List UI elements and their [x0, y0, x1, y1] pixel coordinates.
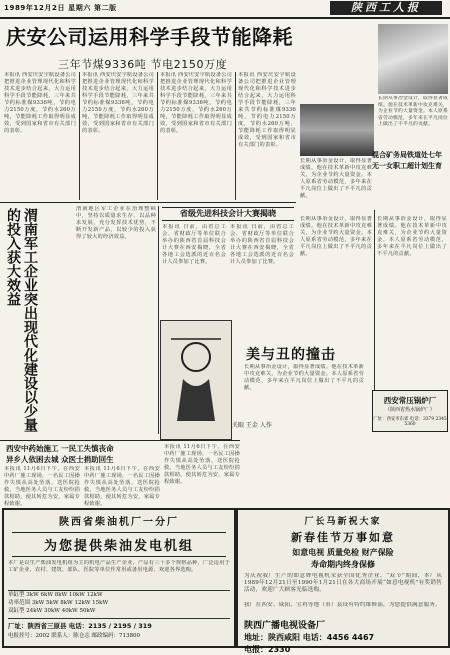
- generator-row-2: 功率范围 3kW 5kW 8kW 12kW 15kW: [8, 600, 109, 606]
- boiler-ad-subtitle: （陕西省热水锅炉厂）: [384, 407, 435, 413]
- masthead-rule: [0, 17, 450, 19]
- masthead-logo: 陕西工人报: [330, 1, 442, 15]
- tv-ad: [236, 508, 450, 654]
- lead-body-col-2: 本报讯 西安庆安宇航设备公司把推进企业管理现代化和科学技术进步结合起来，大力运用科学手段节能降耗，三年来共节约标准煤9336吨，节约电力2150万度，节约水260万吨，节能降耗工作取得明显成效，受到国家和省市有关部门的表彰。: [82, 72, 154, 134]
- lead-body-col-3: 本报讯 西安庆安宇航设备公司把推进企业管理现代化和科学技术进步结合起来，大力运用科学手段节能降耗，三年来共节约标准煤9336吨，节约电力2150万度，节约水260万吨，节能降耗工作取得明显成效，受到国家和省市有关部门的表彰。: [160, 72, 232, 134]
- section-rule: [0, 440, 240, 441]
- photo-strip-body: 长期从事冶金设计，取得显著成绩。他在技术革新中攻克难关，为企业节约大量资金。本人原系省劳动模范，多年来在平凡岗位上做出了不平凡的贡献。: [300, 158, 372, 199]
- column-divider: [158, 206, 159, 434]
- boiler-ad-footer: 厂址：西安市东郊 电话：3379 2345 5360: [373, 417, 447, 427]
- tv-ad-note: 我厂在西安、咸阳、宝鸡等地（市）县设有特约维修部，为您提供满意服务。: [244, 602, 441, 608]
- left-lower-body-1: 本报讯 11月6日下午，在西安中药厂施工现场，一名民工因操作失慎从高处坠落，送医院抢救。当地医务人员与工友纷纷捐款相助，使其转危为安，家属专程致谢。: [4, 466, 80, 506]
- lead-body-col-1: 本报讯 西安庆安宇航设备公司把推进企业管理现代化和科学技术进步结合起来，大力运用科学手段节能降耗，三年来共节约标准煤9336吨，节约电力2150万度，节约水260万吨，节能降耗工作取得明显成效，受到国家和省市有关部门的表彰。: [4, 72, 76, 134]
- generator-ad-table: [8, 590, 230, 615]
- left-lower-headline-1: 西安中药始施工 一民工失慎丧命: [6, 444, 114, 453]
- portrait-photo: [378, 24, 448, 94]
- generator-ad-intro: 本厂是以生产柴油发电机组为主的机电产品生产企业，产品有三十多个规格品种，广泛适用于工矿企业、农村、建筑、部队、医院等单位作常用或备用电源，欢迎各界选购。: [8, 560, 230, 573]
- generator-ad: [2, 508, 236, 648]
- center-feature-body-1: 本报讯 日前，由省总工会、省财政厅等单位联合举办的陕西省首届科技会计大赛在西安揭晓，全省各地工会选派的近百名会计人员参加了比赛。: [162, 224, 226, 265]
- generator-ad-address: 厂址：陕西省三原县 电话：2135 / 2195 / 319: [8, 618, 230, 630]
- generator-ad-footer: 电报挂号：2002 联系人：陈仓志 邮政编码：713800: [8, 633, 140, 639]
- mid-right-body-1: 长期从事冶金设计，取得显著成绩。他在技术革新中攻克难关，为企业节约大量资金。本人原系省劳动模范，多年来在平凡岗位上做出了不平凡的贡献。: [300, 216, 372, 257]
- lead-subhead: 三年节煤9336吨 节电2150万度: [58, 58, 228, 71]
- left-lower-body-3: 本报讯 11月6日下午，在西安中药厂施工现场，一名民工因操作失慎从高处坠落，送医院抢救。当地医务人员与工友纷纷捐款相助，使其转危为安，家属专程致谢。: [164, 444, 240, 485]
- photo-strip-caption: 混合矿务局铁道处七年无一女职工超计划生育: [372, 151, 442, 170]
- tv-ad-body: 为庆祝我厂生产的如意牌电视机荣获全国优秀企业、“双节”期间，本厂从1989年12月21日至1990年1月21日在各大商场开展“如意电视机”有奖销售活动，欢迎广大顾客光临选购。: [244, 573, 442, 593]
- boiler-ad: [372, 390, 448, 432]
- column-divider: [374, 210, 375, 390]
- boiler-ad-title: 西安常压锅炉厂: [383, 396, 437, 405]
- cartoon-illustration: [160, 320, 232, 440]
- generator-ad-headline: 为您提供柴油发电机组: [12, 532, 226, 557]
- center-feature-headline: 省级先进科技会计大赛揭晓: [162, 207, 294, 221]
- cartoon-title: 美与丑的撞击: [246, 347, 336, 363]
- left-feature-headline: 渭南军工企业突出现代化建设以少量的投入获大效益: [5, 208, 38, 432]
- generator-row-1: 单缸型 3kW 6kW 8kW 10kW 12kW: [8, 592, 103, 598]
- left-feature-body: 渭南地区军工企业在治理整顿中，坚持以质量求生存、以品种求发展，充分发挥技术优势，不断开发新产品，以较少的投入获得了较大的经济效益。: [76, 206, 156, 240]
- tv-ad-line-1: 如意电视 质量免检 财产保险: [292, 548, 394, 557]
- column-divider: [79, 72, 80, 200]
- tv-ad-line-2: 寿命期内终身保修: [311, 560, 375, 569]
- center-feature-body-2: 本报讯 日前，由省总工会、省财政厅等单位联合举办的陕西省首届科技会计大赛在西安揭晓，全省各地工会选派的近百名会计人员参加了比赛。: [230, 224, 294, 265]
- tv-ad-headline: 新春佳节万事如意: [291, 531, 395, 544]
- section-rule: [0, 202, 296, 203]
- portrait-caption: 长期从事冶金设计，取得显著成绩。他在技术革新中攻克难关，为企业节约大量资金。本人原系省劳动模范，多年来在平凡岗位上做出了不平凡的贡献。: [378, 96, 448, 127]
- lead-headline: 庆安公司运用科学手段节能降耗: [6, 25, 293, 49]
- cartoon-credit: 关眼 王金 人作: [232, 422, 272, 429]
- cartoon-drawing: [161, 321, 231, 439]
- left-lower-body-2: 本报讯 11月6日下午，在西安中药厂施工现场，一名民工因操作失慎从高处坠落，送医院抢救。当地医务人员与工友纷纷捐款相助，使其转危为安，家属专程致谢。: [84, 466, 160, 506]
- tv-ad-fax: 电报：2330: [244, 645, 291, 654]
- masthead-date: 1989年12月2日 星期六 第二版: [4, 4, 117, 12]
- lead-body-col-4: 本报讯 西安庆安宇航设备公司把推进企业管理现代化和科学技术进步结合起来，大力运用科学手段节能降耗，三年来共节约标准煤9336吨，节约电力2150万度，节约水260万吨，节能降耗工作取得明显成效，受到国家和省市有关部门的表彰。: [238, 72, 296, 148]
- mid-right-body-2: 长期从事冶金设计，取得显著成绩。他在技术革新中攻克难关，为企业节约大量资金。本人原系省劳动模范，多年来在平凡岗位上做出了不平凡的贡献。: [377, 216, 447, 257]
- tv-ad-company: 陕西广播电视设备厂: [244, 621, 326, 631]
- column-divider: [157, 72, 158, 200]
- tv-ad-title: 厂长马新祝大家: [304, 517, 382, 527]
- generator-ad-header: 陕西省柴油机厂一分厂: [59, 517, 179, 528]
- tv-ad-address: 地址：陕西咸阳 电话：4456 4467: [244, 633, 375, 642]
- left-lower-headline-2: 异乡人依困去城 众医士捐助回生: [6, 455, 114, 464]
- column-divider: [235, 72, 236, 200]
- generator-row-3: 双缸型 24kW 30kW 40kW 50kW: [8, 608, 96, 614]
- workers-photo: [300, 104, 374, 156]
- cartoon-body: 长期从事冶金设计，取得显著成绩。他在技术革新中攻克难关，为企业节约大量资金。本人原系省劳动模范，多年来在平凡岗位上做出了不平凡的贡献。: [244, 364, 364, 391]
